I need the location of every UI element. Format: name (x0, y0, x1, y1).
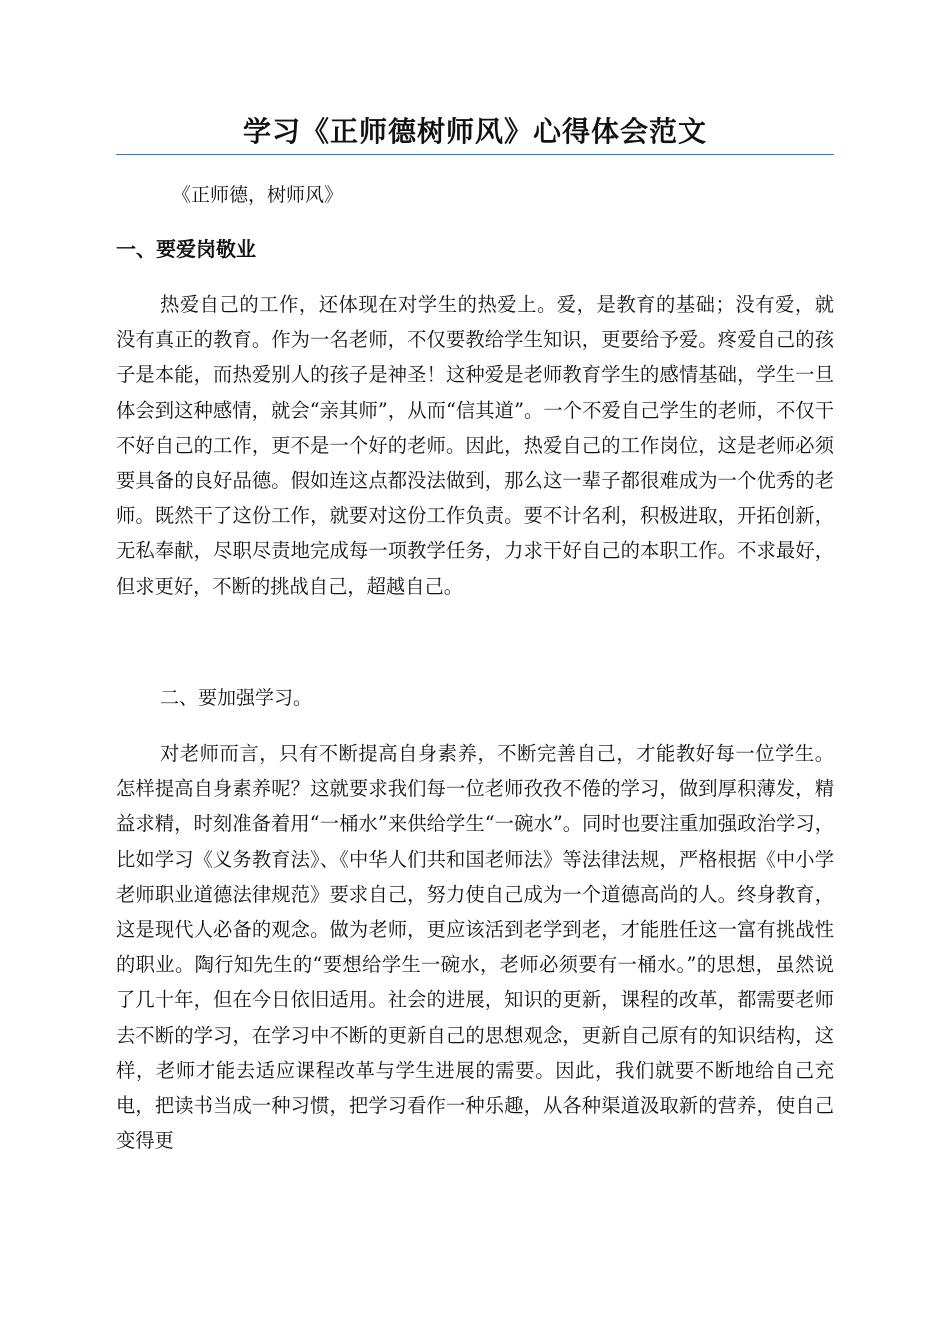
section-paragraph-study: 对老师而言，只有不断提高自身素养，不断完善自己，才能教好每一位学生。怎样提高自身素养呢？这就要求我们每一位老师孜孜不倦的学习，做到厚积薄发，精益求精，时刻准备着用“一桶水”来供给学生“一碗水”。同时也要注重加强政治学习，比如学习《义务教育法》、《中华人们共和国老师法》等法律法规，严格根据《中小学老师职业道德法律规范》要求自己，努力使自己成为一个道德高尚的人。终身教育，这是现代人必备的观念。做为老师，更应该活到老学到老，才能胜任这一富有挑战性的职业。陶行知先生的“要想给学生一碗水，老师必须要有一桶水。”的思想，虽然说了几十年，但在今日依旧适用。社会的进展，知识的更新，课程的改革，都需要老师去不断的学习，在学习中不断的更新自己的思想观念，更新自己原有的知识结构，这样，老师才能去适应课程改革与学生进展的需要。因此，我们就要不断地给自己充电，把读书当成一种习惯，把学习看作一种乐趣，从各种渠道汲取新的营养，使自己变得更 (116, 742, 834, 1153)
title-underline (116, 154, 834, 155)
section-heading-study: 二、要加强学习。 (160, 687, 313, 709)
document-title: 学习《正师德树师风》心得体会范文 (242, 115, 707, 148)
section-heading-love-job: 一、要爱岗敬业 (116, 237, 256, 261)
section-paragraph-love-job: 热爱自己的工作，还体现在对学生的热爱上。爱，是教育的基础；没有爱，就没有真正的教育。作为一名老师，不仅要教给学生知识，更要给予爱。疼爱自己的孩子是本能，而热爱别人的孩子是神圣！这种爱是老师教育学生的感情基础，学生一旦体会到这种感情，就会“亲其师”，从而“信其道”。一个不爱自己学生的老师，不仅干不好自己的工作，更不是一个好的老师。因此，热爱自己的工作岗位，这是老师必须要具备的良好品德。假如连这点都没法做到，那么这一辈子都很难成为一个优秀的老师。既然干了这份工作，就要对这份工作负责。要不计名利，积极进取，开拓创新，无私奉献，尽职尽责地完成每一项教学任务，力求干好自己的本职工作。不求最好，但求更好，不断的挑战自己，超越自己。 (116, 293, 834, 598)
document-subtitle: 《正师德，树师风》 (172, 184, 344, 206)
